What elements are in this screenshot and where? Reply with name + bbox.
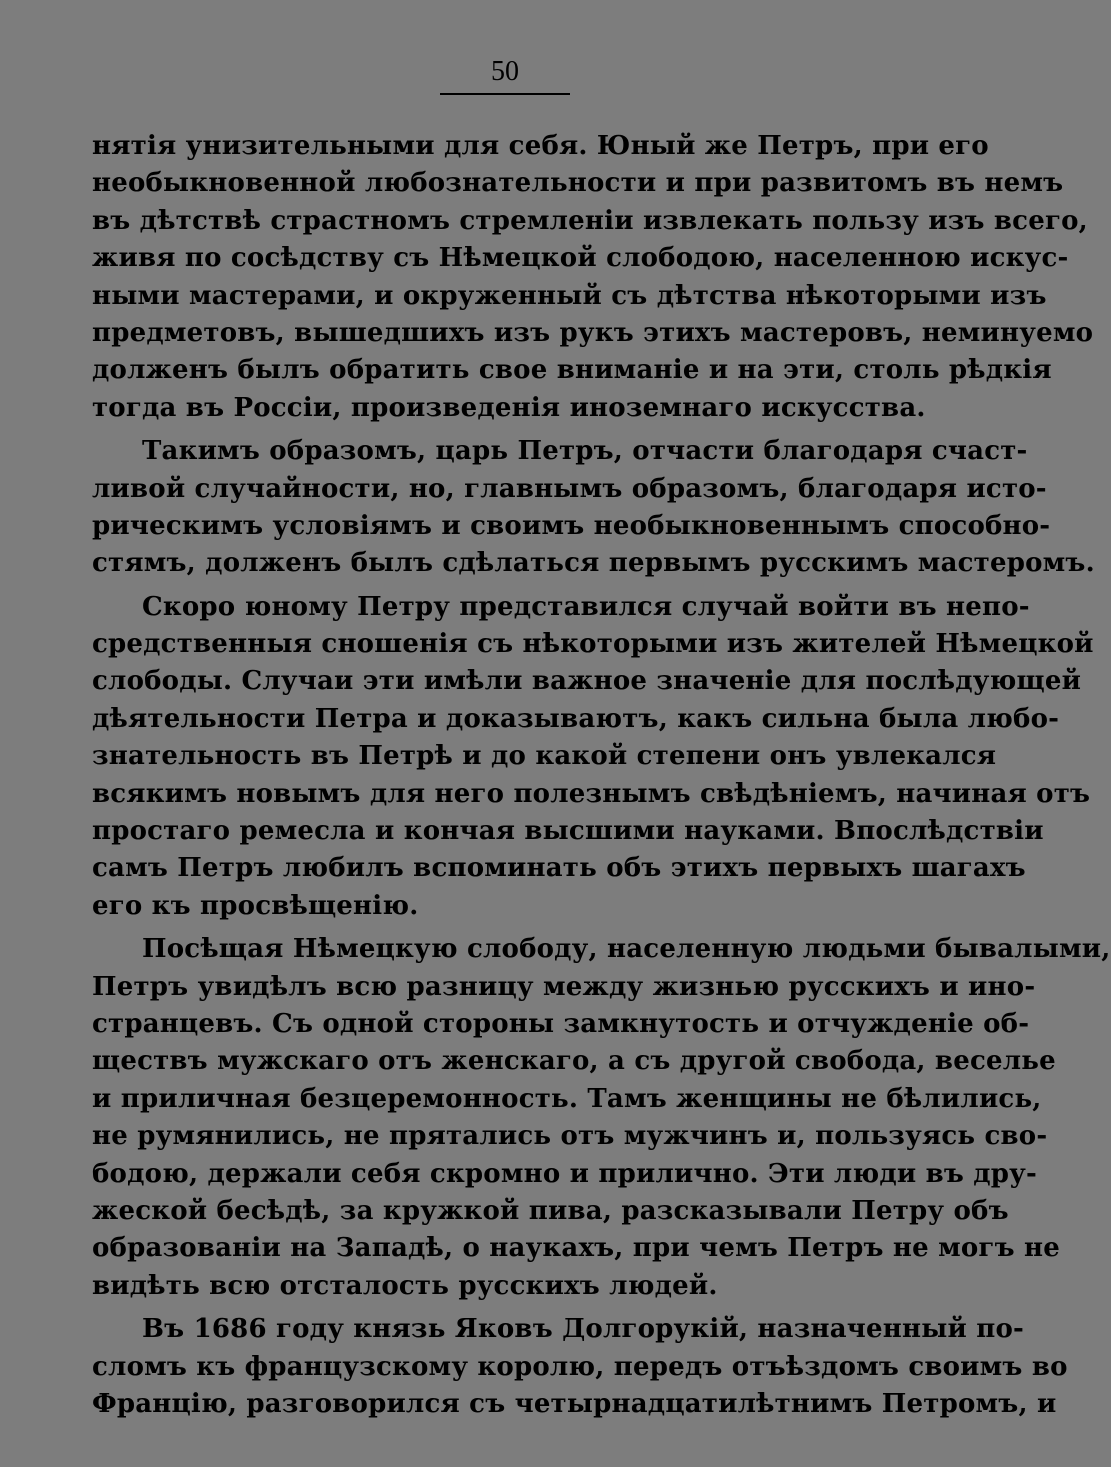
text-line: образованіи на Западѣ, о наукахъ, при чемъ Петръ не могъ не (92, 1233, 1060, 1264)
text-line: Такимъ образомъ, царь Петръ, отчасти благодаря счаст- (142, 436, 1028, 467)
text-line: простаго ремесла и кончая высшими науками. Впослѣдствіи (92, 816, 1044, 847)
text-line: необыкновенной любознательности и при развитомъ въ немъ (92, 168, 1064, 199)
text-line: странцевъ. Съ одной стороны замкнутость и отчужденіе об- (92, 1008, 1030, 1039)
text-line: и приличная безцеремонность. Тамъ женщины не бѣлились, (92, 1083, 1042, 1114)
text-line: ными мастерами, и окруженный съ дѣтства нѣкоторыми изъ (92, 280, 1047, 311)
text-line: Въ 1686 году князь Яковъ Долгорукій, назначенный по- (142, 1314, 1024, 1345)
page-number: 50 (491, 56, 519, 87)
paragraph (92, 589, 1094, 926)
text-line: стямъ, долженъ былъ сдѣлаться первымъ русскимъ мастеромъ. (92, 548, 1095, 579)
text-line: слободы. Случаи эти имѣли важное значеніе для послѣдующей (92, 666, 1082, 697)
text-line: самъ Петръ любилъ вспоминать объ этихъ первыхъ шагахъ (92, 853, 1026, 884)
text-line: живя по сосѣдству съ Нѣмецкой слободою, населенною искус- (92, 243, 1069, 274)
text-line: его къ просвѣщенію. (92, 890, 419, 921)
paragraph (92, 433, 1095, 583)
text-line: дѣятельности Петра и доказываютъ, какъ сильна была любо- (92, 703, 1060, 734)
text-line: жеской бесѣдѣ, за кружкой пива, разсказывали Петру объ (92, 1195, 1009, 1226)
text-line: Францію, разговорился съ четырнадцатилѣтнимъ Петромъ, и (92, 1388, 1057, 1419)
text-line: предметовъ, вышедшихъ изъ рукъ этихъ мастеровъ, неминуемо (92, 317, 1094, 348)
text-line: видѣть всю отсталость русскихъ людей. (92, 1270, 718, 1301)
text-line: не румянились, не прятались отъ мужчинъ и, пользуясь сво- (92, 1121, 1048, 1152)
text-line: рическимъ условіямъ и своимъ необыкновеннымъ способно- (92, 510, 1051, 541)
text-line: средственныя сношенія съ нѣкоторыми изъ жителей Нѣмецкой (92, 629, 1094, 660)
text-line: знательность въ Петрѣ и до какой степени онъ увлекался (92, 741, 997, 772)
paragraph (92, 128, 1094, 427)
text-line: нятія унизительными для себя. Юный же Петръ, при его (92, 131, 989, 161)
text-line: бодою, держали себя скромно и прилично. Эти люди въ дру- (92, 1158, 1037, 1189)
body-text (92, 128, 1111, 1423)
text-line: Петръ увидѣлъ всю разницу между жизнью русскихъ и ино- (92, 971, 1036, 1002)
text-line: ществъ мужскаго отъ женскаго, а съ другой свобода, веселье (92, 1046, 1056, 1077)
text-line: тогда въ Россіи, произведенія иноземнаго искусства. (92, 392, 926, 423)
text-line: въ дѣтствѣ страстномъ стремленіи извлекать пользу изъ всего, (92, 205, 1088, 236)
text-line: долженъ былъ обратить свое вниманіе и на эти, столь рѣдкія (92, 355, 1052, 386)
paragraph (92, 931, 1111, 1305)
text-line: Скоро юному Петру представился случай войти въ непо- (142, 591, 1030, 622)
text-line: ливой случайности, но, главнымъ образомъ, благодаря исто- (92, 473, 1047, 504)
paragraph (92, 1311, 1068, 1423)
page-number-rule (440, 93, 570, 95)
text-line: Посѣщая Нѣмецкую слободу, населенную людьми бывалыми, (142, 934, 1111, 965)
text-line: сломъ къ французскому королю, передъ отъѣздомъ своимъ во (92, 1351, 1068, 1382)
text-line: всякимъ новымъ для него полезнымъ свѣдѣніемъ, начиная отъ (92, 778, 1091, 809)
